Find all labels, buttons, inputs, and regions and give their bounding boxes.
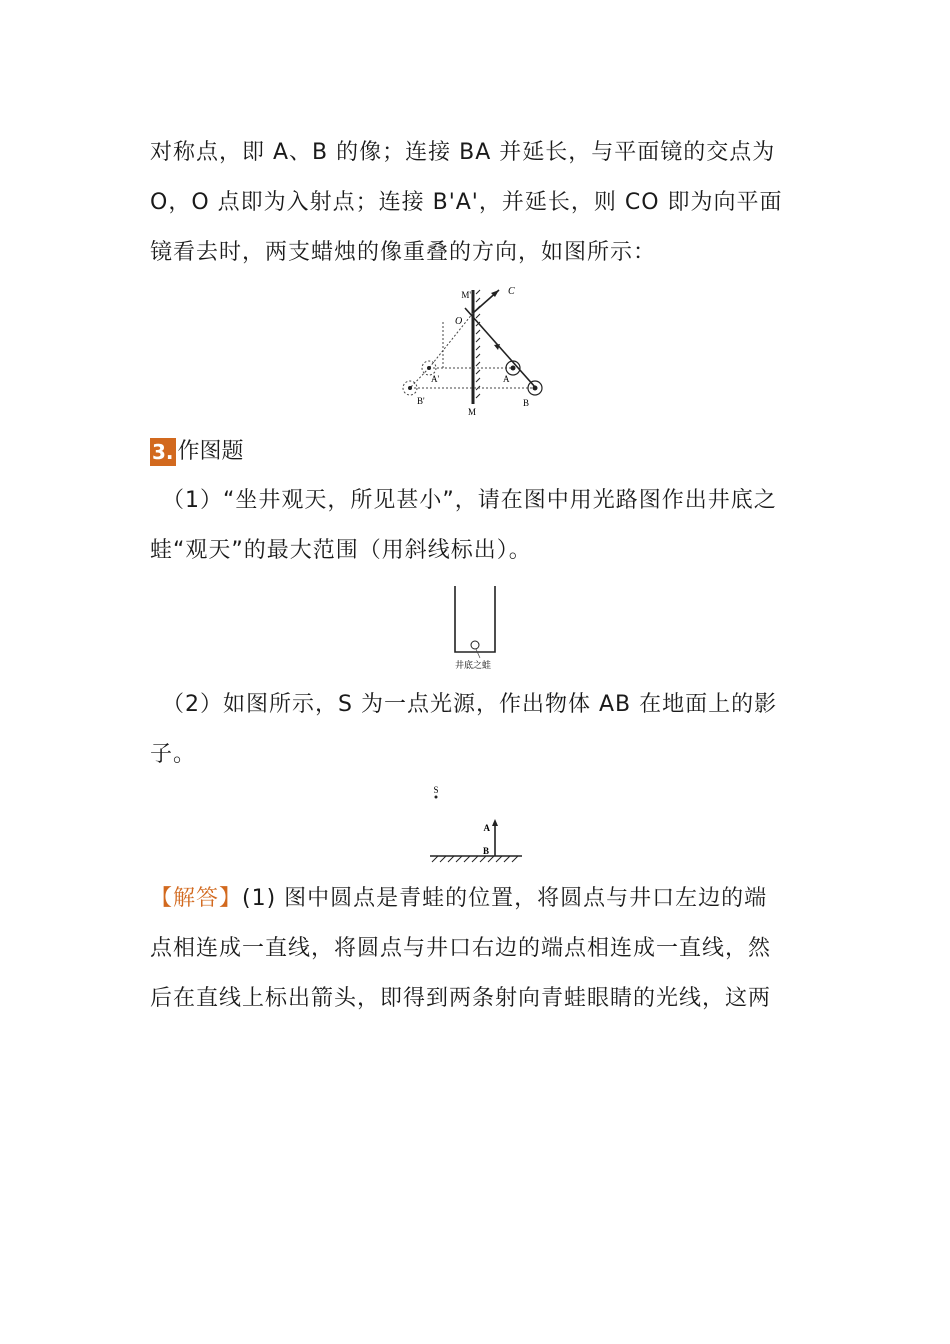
section-number-badge: 3. [152, 440, 174, 464]
mirror-diagram [395, 282, 555, 422]
point-b [533, 386, 538, 391]
label-a-prime: A' [431, 374, 440, 384]
ray-bc [465, 308, 535, 387]
text-line: (1) 图中圆点是青蛙的位置，将圆点与井口左边的端 [242, 886, 768, 911]
question-2 [150, 680, 810, 780]
point-a [511, 366, 516, 371]
label-s: S [433, 785, 439, 795]
mirror-hatching [476, 290, 480, 398]
dashed-virtual-ray-ext [410, 368, 429, 388]
text-line: 点相连成一直线，将圆点与井口右边的端点相连成一直线，然 [150, 936, 772, 961]
label-frog: 井底之蛙 [454, 660, 492, 670]
text-line: 蛙“观天”的最大范围（用斜线标出）。 [150, 538, 532, 563]
label-b: B [482, 846, 489, 856]
label-o: O [455, 316, 463, 327]
point-b-prime [408, 386, 412, 390]
well-diagram [440, 582, 510, 674]
text-line: O，O 点即为入射点；连接 B'A'，并延长，则 CO 即为向平面 [150, 190, 783, 215]
label-b-prime: B' [417, 396, 425, 406]
point-a-prime [427, 366, 431, 370]
answer-tag: 【解答】 [150, 886, 243, 911]
text-line: （1）“坐井观天，所见甚小”，请在图中用光路图作出井底之 [162, 488, 777, 513]
label-m-bottom: M [468, 407, 477, 417]
label-a: A [503, 374, 510, 384]
question-1 [150, 476, 810, 576]
section-heading [150, 428, 244, 476]
dashed-virtual-ray [429, 313, 473, 368]
section-title: 作图题 [177, 439, 244, 464]
text-line: 后在直线上标出箭头，即得到两条射向青蛙眼睛的光线，这两 [150, 986, 772, 1011]
well-walls [455, 586, 495, 652]
text-line: （2）如图所示，S 为一点光源，作出物体 AB 在地面上的影 [162, 692, 778, 717]
label-a: A [483, 823, 490, 833]
answer-section [150, 874, 810, 1024]
text-line: 镜看去时，两支蜡烛的像重叠的方向，如图所示： [150, 240, 657, 265]
light-source-diagram [422, 782, 532, 868]
text-line: 对称点，即 A、B 的像；连接 BA 并延长，与平面镜的交点为 [150, 140, 776, 165]
ground-hatching [432, 856, 518, 862]
point-s [435, 796, 438, 799]
paragraph-explanation [150, 128, 810, 278]
label-b: B [523, 398, 530, 408]
arrow-up-icon [492, 819, 498, 826]
text-line: 子。 [150, 742, 197, 767]
label-m-top: M' [461, 290, 471, 300]
frog-pointer [476, 649, 480, 658]
label-c: C [508, 286, 515, 297]
frog-dot [471, 641, 479, 649]
